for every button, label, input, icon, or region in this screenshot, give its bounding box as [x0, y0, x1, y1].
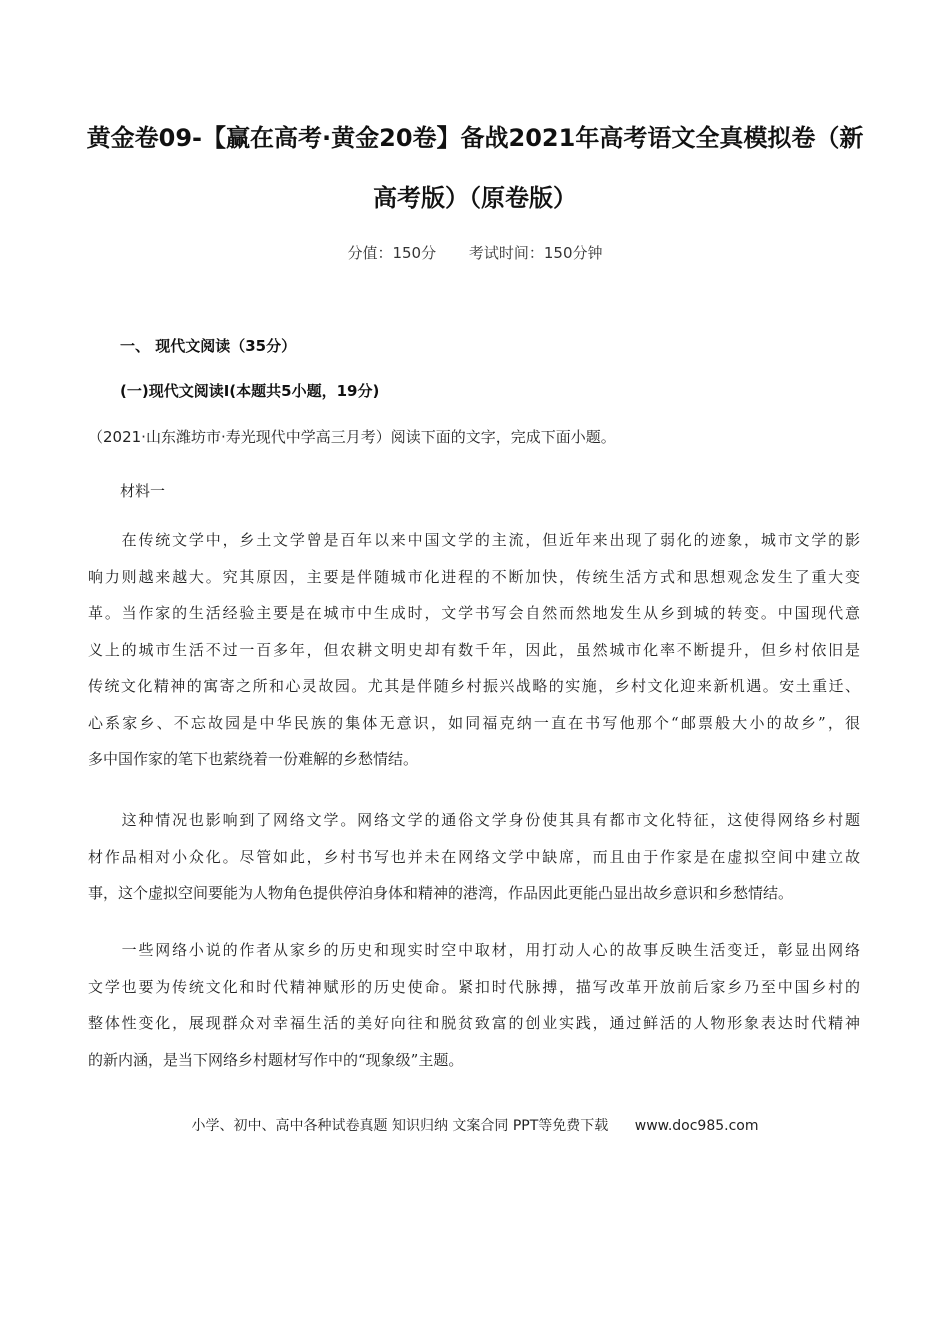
footer-url[interactable]: www.doc985.com: [634, 1118, 759, 1134]
paragraph-3: [88, 932, 860, 1078]
paragraph-line: 传统文化精神的寓寄之所和心灵故园。尤其是伴随乡村振兴战略的实施，乡村文化迎来新机遇。安土重迁、: [88, 677, 860, 695]
paragraph-line: 这种情况也影响到了网络文学。网络文学的通俗文学身份使其具有都市文化特征，这使得网络乡村题: [88, 811, 860, 829]
paragraph-line: 一些网络小说的作者从家乡的历史和现实时空中取材，用打动人心的故事反映生活变迁，彰显出网络: [88, 941, 860, 959]
paragraph-line: 材作品相对小众化。尽管如此，乡村书写也并未在网络文学中缺席，而且由于作家是在虚拟空间中建立故: [88, 847, 860, 866]
paragraph-1: [88, 522, 860, 778]
passage-source: （2021·山东潍坊市·寿光现代中学高三月考）阅读下面的文字，完成下面小题。: [88, 428, 616, 446]
footer-text: 小学、初中、高中各种试卷真题 知识归纳 文案合同 PPT等免费下载: [191, 1118, 609, 1134]
page-footer: [0, 1115, 950, 1135]
paragraph-line: 义上的城市生活不过一百多年，但农耕文明史却有数千年，因此，虽然城市化率不断提升，但乡村依旧是: [88, 640, 860, 659]
paragraph-line: 事，这个虚拟空间要能为人物角色提供停泊身体和精神的港湾，作品因此更能凸显出故乡意识和乡愁情结。: [88, 884, 794, 902]
paragraph-line: 心系家乡、不忘故园是中华民族的集体无意识，如同福克纳一直在书写他那个“邮票般大小的故乡”，很: [88, 713, 860, 732]
section-heading: 一、 现代文阅读（35分）: [120, 337, 297, 355]
paragraph-line: 在传统文学中，乡土文学曾是百年以来中国文学的主流，但近年来出现了弱化的迹象，城市文学的影: [88, 531, 860, 549]
paragraph-2: [88, 802, 860, 912]
time-info: 考试时间：150分钟: [468, 244, 603, 262]
material-label: 材料一: [120, 482, 166, 500]
document-title: [80, 108, 870, 228]
paragraph-line: 文学也要为传统文化和时代精神赋形的历史使命。紧扣时代脉搏，描写改革开放前后家乡乃至中国乡村的: [88, 977, 860, 996]
exam-meta: [0, 242, 950, 263]
paragraph-line: 响力则越来越大。究其原因，主要是伴随城市化进程的不断加快，传统生活方式和思想观念发生了重大变: [88, 567, 860, 586]
subsection-heading: (一)现代文阅读Ⅰ(本题共5小题，19分): [120, 382, 380, 400]
title-line-2: 高考版）（原卷版）: [373, 184, 577, 212]
title-line-1: 黄金卷09-【赢在高考·黄金20卷】备战2021年高考语文全真模拟卷（新: [86, 124, 864, 152]
score-info: 分值：150分: [347, 244, 437, 262]
paragraph-line: 革。当作家的生活经验主要是在城市中生成时，文学书写会自然而然地发生从乡到城的转变。中国现代意: [88, 604, 860, 622]
paragraph-line: 多中国作家的笔下也萦绕着一份难解的乡愁情结。: [88, 750, 419, 768]
paragraph-line: 整体性变化，展现群众对幸福生活的美好向往和脱贫致富的创业实践，通过鲜活的人物形象表达时代精神: [88, 1014, 860, 1032]
paragraph-line: 的新内涵，是当下网络乡村题材写作中的“现象级”主题。: [88, 1050, 464, 1069]
